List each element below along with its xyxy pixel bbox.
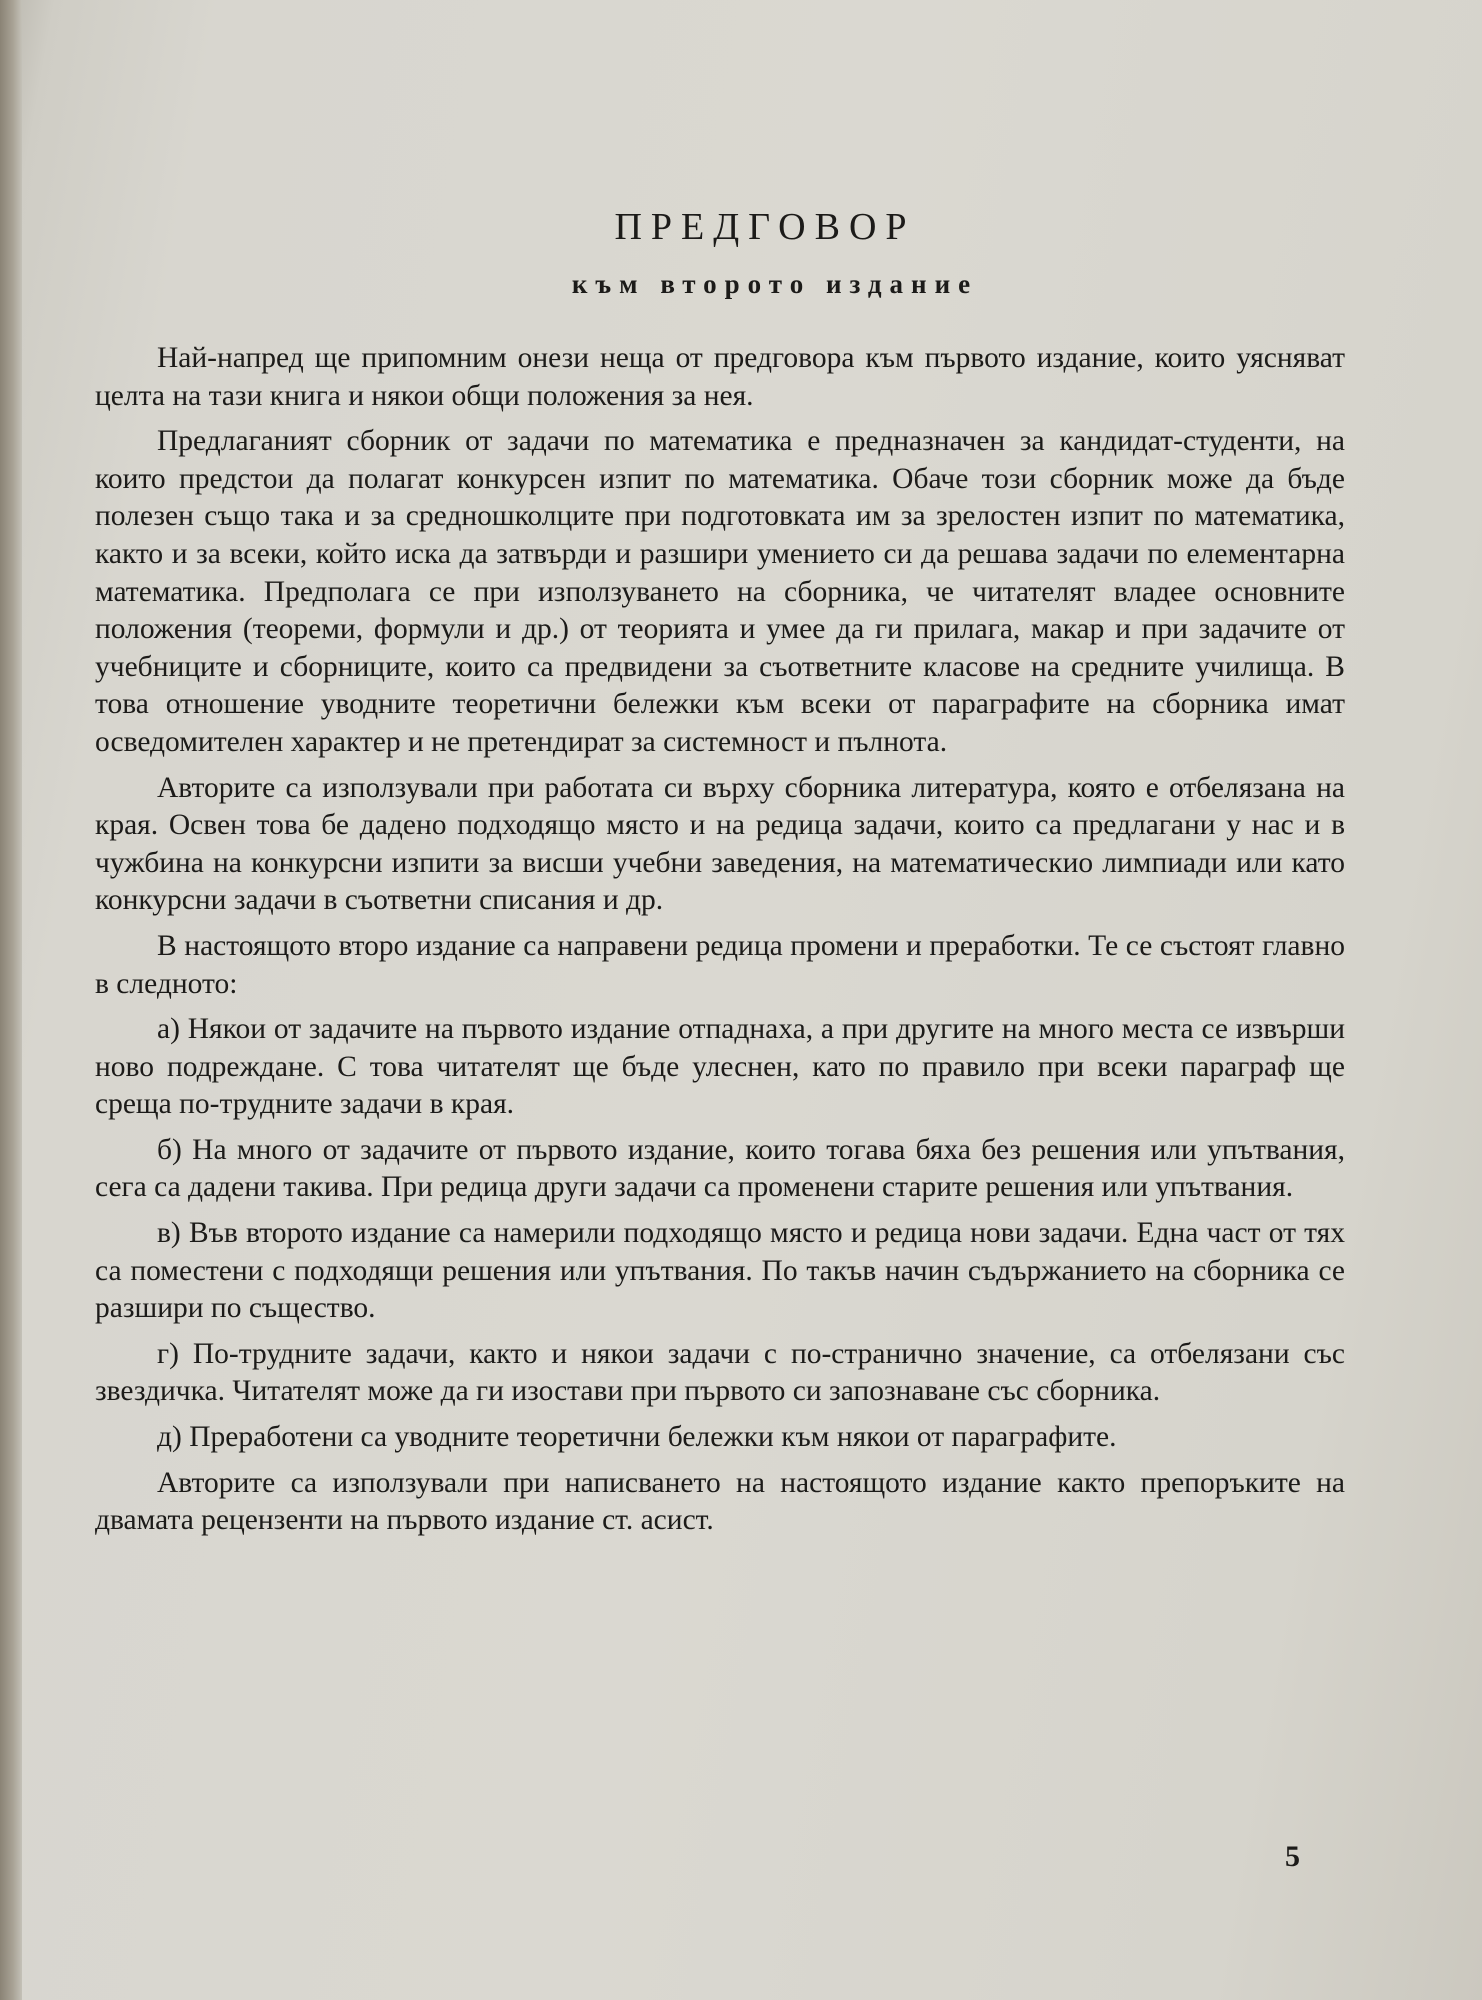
paragraph-change-d: д) Преработени са уводните теоретични бележки към някои от параграфите. xyxy=(157,1421,1117,1454)
paragraph-sources: Авторите са използували при работата си върху сборника литература, която е отбелязана на края. Освен това бе дадено подходящо място и на редица задачи, които са предлагани у нас и в чужбина на конкурсни изпити за висши учебни заведения, на математическио лимпиади или като конкурсни задачи в съответни списания и др. xyxy=(95,771,1345,917)
paragraph-change-b: б) На много от задачите от първото издание, които тогава бяха без решения или упътвания, сега са дадени такива. При редица други задачи са променени старите решения или упътвания. xyxy=(95,1133,1345,1204)
paragraph-change-a: а) Някои от задачите на първото издание отпаднаха, а при другите на много места се извърши ново подреждане. С това читателят ще бъде улеснен, като по правило при всеки параграф ще среща по-трудните задачи в края. xyxy=(95,1013,1345,1121)
page-title: ПРЕДГОВОР xyxy=(614,206,916,248)
paragraph-change-v: в) Във второто издание са намерили подходящо място и редица нови задачи. Една част от тях са поместени с подходящи решения или упътвания. По такъв начин съдържанието на сборника се разшири по същество. xyxy=(95,1217,1345,1325)
paragraph-change-g: г) По-трудните задачи, както и някои задачи с по-странично значение, са отбелязани със звездичка. Читателят може да ги изостави при първото си запознаване със сборника. xyxy=(95,1337,1345,1408)
paragraph-purpose: Предлаганият сборник от задачи по математика е предназначен за кандидат-студенти, на които предстои да полагат конкурсен изпит по математика. Обаче този сборник може да бъде полезен също така и за средношколците при подготовката им за зрелостен изпит по математика, както и за всеки, който иска да затвърди и разшири умението си да решава задачи по елементарна математика. Предполага се при използуването на сборника, че читателят владее основните положения (теореми, формули и др.) от теорията и умее да ги прилага, макар и при задачите от учебниците и сборниците, които са предвидени за съответните класове на средните училища. В това отношение уводните теоретични бележки към всеки от параграфите на сборника имат осведомителен характер и не претендират за системност и пълнота. xyxy=(95,425,1345,758)
paragraph-intro: Най-напред ще припомним онези неща от предговора към първото издание, които уясняват целта на тази книга и някои общи положения за нея. xyxy=(95,342,1345,412)
book-spine-shadow xyxy=(0,0,22,2000)
paragraph-changes: В настоящото второ издание са направени редица промени и преработки. Те се състоят главно в следното: xyxy=(95,929,1345,1000)
page-subtitle: към второто издание xyxy=(571,269,979,299)
page-content xyxy=(95,205,1345,1548)
page-number: 5 xyxy=(1285,1840,1300,1873)
paragraph-reviewers: Авторите са използували при написването на настоящото издание както препоръките на двамата рецензенти на първото издание ст. асист. xyxy=(95,1466,1345,1537)
